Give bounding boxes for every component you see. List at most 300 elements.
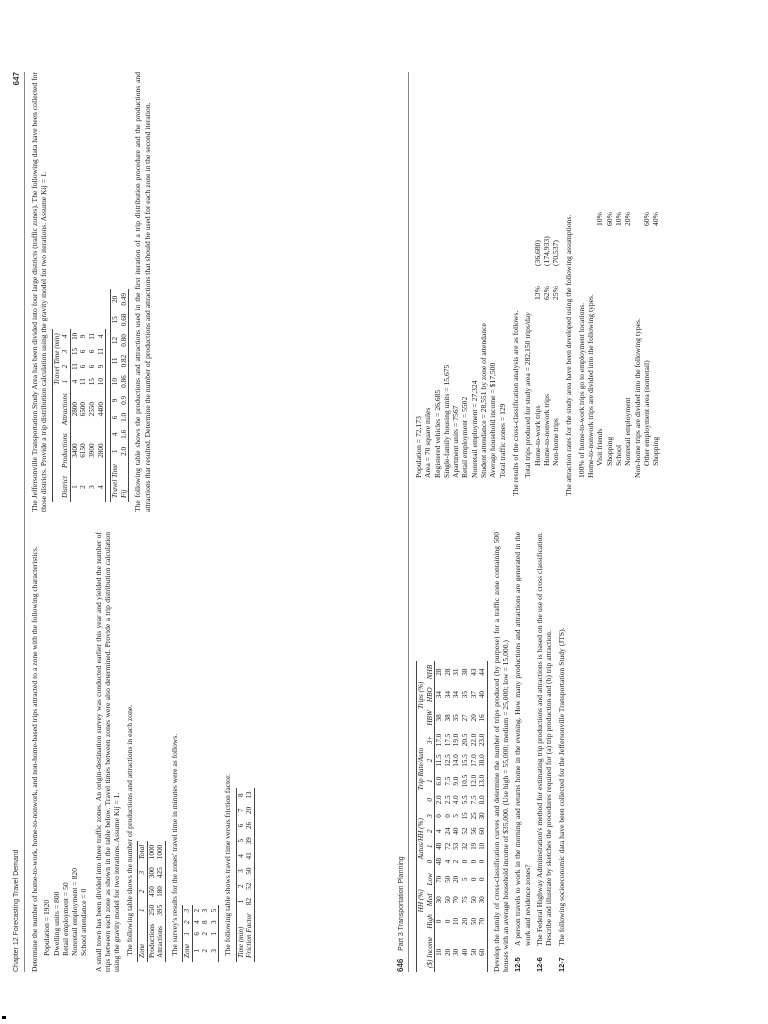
table-cell: 7.5	[469, 795, 478, 805]
table-row	[452, 661, 461, 972]
table-header: 3	[183, 908, 192, 913]
friction-factor-table	[236, 788, 255, 962]
table-header: Low	[425, 873, 434, 886]
table-cell: 60	[478, 827, 487, 835]
table-row	[210, 905, 219, 962]
table-cell: 0.86	[119, 375, 128, 388]
intro-paragraph: Determine the number of home-to-work, home-to-nonwork, and non-home-based trips attracted to a zone with the following characteristics.	[30, 546, 39, 972]
table-cell: 0	[469, 859, 478, 864]
table-cell: 6	[236, 823, 245, 828]
table-cell: 2800	[96, 443, 105, 458]
table-cell: 28	[435, 668, 444, 676]
table-cell: 425	[156, 867, 165, 879]
attraction-intro: The attraction rates for the study area have been developed using the following assumptions.	[564, 214, 574, 496]
problem-12-6	[535, 532, 554, 972]
table-cell: 38	[460, 668, 469, 676]
table-header-row	[426, 661, 435, 972]
table-cell: 250	[147, 904, 156, 916]
table-row	[111, 289, 120, 502]
results-label: Home-to-nonwork trips	[541, 394, 551, 466]
table-cell: 50	[469, 917, 478, 926]
book-page-646	[384, 0, 768, 1024]
type-label: Nonretail employment	[623, 397, 633, 466]
table-cell: 6	[87, 349, 96, 354]
type-row	[614, 166, 623, 466]
zone-char: Nonretail employment = 820	[70, 867, 80, 956]
table-cell: 9	[96, 364, 105, 369]
table-cell: 22.0	[469, 733, 478, 747]
running-head-title: Chapter 12 Forecasting Travel Demand	[13, 849, 20, 972]
table-cell: 1	[209, 932, 218, 936]
table-header: Zone	[137, 943, 146, 958]
problem-text: A person travels to work in the morning and returns home in the evening. How many productions and attractions are generated in the work and residence zones?	[513, 532, 532, 946]
table-cell: 12.0	[469, 774, 478, 788]
table-row	[192, 905, 201, 962]
district-table	[52, 329, 107, 502]
type-row	[651, 166, 660, 466]
problem-12-7	[557, 532, 566, 972]
table-cell: 48	[435, 842, 444, 850]
table-row	[201, 905, 210, 962]
table-cell: 44	[478, 668, 487, 676]
table-cell: 9	[79, 334, 88, 339]
table-cell: 13	[245, 791, 254, 799]
type-label: Shopping	[651, 436, 661, 466]
table-header: 1	[61, 379, 70, 384]
table-header: 2	[425, 758, 434, 763]
table-cell: 0.49	[119, 293, 128, 306]
table-cell: 35	[460, 691, 469, 699]
table-header: Med	[425, 893, 434, 907]
table-cell: 10	[452, 917, 461, 926]
jtps-paragraph: The Jeffersonville Transportation Study Area has been divided into four large districts (traffic zones). The following data have been collected for those districts. Provide a trip distribution calculation using the gravity model for two iterations. Assume Kij = 1.	[30, 72, 49, 512]
table-cell: 50	[443, 875, 452, 883]
table-row	[245, 788, 254, 962]
ff-intro: The following table shows travel time versus friction factor.	[223, 774, 233, 956]
pa-intro: The following table shows the number of productions and attractions in each zone.	[124, 704, 134, 956]
table-cell: 4	[70, 379, 79, 384]
table-cell: 2	[79, 485, 88, 489]
table-cell: 11	[79, 378, 88, 386]
table-cell: 0	[435, 814, 444, 818]
jts-data-item: Area = 70 square miles	[423, 407, 433, 478]
table-cell: 2	[236, 884, 245, 889]
table-cell: 52	[245, 882, 254, 890]
jts-data-item: Total traffic zones = 129	[497, 403, 507, 478]
table-cell: 6150	[79, 443, 88, 458]
table-cell: 17.5	[443, 733, 452, 747]
table-cell: 30	[478, 896, 487, 904]
table-header: Attractions	[61, 393, 70, 426]
table-header: NHB	[425, 664, 434, 680]
scan-edge-mark	[2, 1016, 6, 1019]
table-cell: 2	[201, 932, 210, 936]
table-cell: 0	[469, 877, 478, 882]
right-column-b	[414, 72, 754, 512]
table-cell: 3	[209, 949, 218, 953]
table-header: 1	[425, 844, 434, 849]
results-label: Home-to-work trips	[532, 405, 542, 466]
table-cell: 19	[469, 842, 478, 850]
table-cell: 6	[192, 932, 201, 936]
table-cell: 1000	[147, 844, 156, 860]
table-cell: 20	[452, 875, 461, 883]
jts-data-item: Student attendance = 28,551 by zone of attendance	[479, 323, 489, 478]
table-cell: 12.5	[443, 754, 452, 767]
type-row	[642, 166, 651, 466]
table-cell: 0.68	[119, 313, 128, 327]
table-cell: 0	[478, 877, 487, 882]
table-header: High	[425, 914, 434, 929]
table-cell: 8	[236, 793, 245, 797]
table-cell: 20	[111, 295, 120, 303]
table-row	[470, 661, 479, 972]
results-row	[542, 206, 551, 466]
table-cell: 1	[70, 485, 79, 489]
table-header: 3	[425, 814, 434, 818]
table-cell: 40	[478, 691, 487, 699]
table-cell: 23.0	[478, 733, 487, 747]
results-label: Non-home trips	[551, 418, 561, 466]
table-cell: 50	[443, 896, 452, 904]
table-cell: 0	[435, 919, 444, 924]
results-rows	[533, 72, 561, 478]
assumption: Non-home trips are divided into the following types.	[632, 318, 642, 478]
table-cell: 12	[111, 336, 120, 345]
table-row	[478, 661, 487, 972]
table-header: Trips (%)	[417, 681, 425, 709]
table-header: 2	[183, 920, 192, 925]
table-cell: 7	[236, 808, 245, 813]
table-cell: 2800	[70, 402, 79, 417]
table-cell: 15	[70, 347, 79, 356]
small-town-paragraph: A small town has been divided into three traffic zones. An origin-destination survey was conducted earlier this year and yielded the number of trips between each zone as shown in the table below. Travel times between zones were also determined. Provide a trip distribution calculation using the gravity model for two iterations. Assume Kij = 1.	[93, 532, 122, 972]
table-header: Zone	[183, 943, 192, 958]
table-cell: 6500	[79, 402, 88, 417]
table-cell: 6	[79, 349, 88, 354]
assumption: 100% of home-to-work trips go to employment locations.	[576, 302, 586, 478]
table-cell: 2	[452, 859, 461, 864]
table-cell: 7.5	[443, 776, 452, 786]
table-cell: 5.5	[460, 795, 469, 805]
table-cell: 40	[460, 948, 469, 956]
table-cell: 39	[245, 837, 254, 845]
table-cell: 10.5	[460, 774, 469, 788]
table-row	[444, 661, 453, 972]
table-cell: 180	[156, 886, 165, 897]
table-header: Fij	[119, 489, 128, 498]
income-table-body	[435, 661, 488, 972]
table-cell: 11	[87, 332, 96, 340]
table-row	[435, 661, 444, 972]
table-cell: 20	[443, 948, 452, 956]
table-cell: 2.0	[119, 446, 128, 456]
table-cell: 5	[460, 877, 469, 882]
table-header: District	[61, 476, 70, 498]
table-header: HBO	[425, 687, 434, 703]
table-cell: 0.82	[119, 354, 128, 368]
table-cell: 1.6	[119, 429, 128, 439]
table-cell: 3	[201, 908, 210, 913]
table-cell: 37	[469, 691, 478, 699]
table-cell: 5	[209, 908, 218, 913]
table-cell: 14.0	[452, 754, 461, 767]
type-pct: 20%	[623, 212, 633, 226]
table-header: 0	[425, 798, 434, 802]
table-cell: 2	[192, 908, 201, 913]
table-header: 3	[137, 870, 146, 875]
table-cell: 4	[111, 432, 120, 437]
table-cell: 1000	[156, 844, 165, 860]
type-label: Other employment area (nonretail)	[641, 360, 651, 466]
table-header: Productions	[61, 433, 70, 469]
table-cell: 32	[460, 842, 469, 850]
table-cell: 6	[79, 364, 88, 369]
table-cell: 72	[443, 842, 452, 850]
table-cell: 4.0	[452, 795, 461, 805]
table-cell: 2	[201, 949, 210, 953]
table-cell: 15	[87, 378, 96, 386]
problem-number: 12-6	[534, 957, 544, 972]
table-cell: 4	[236, 854, 245, 858]
table-cell: 0	[478, 859, 487, 864]
tt-intro: The survey's results for the zones' travel time in minutes were as follows.	[169, 733, 179, 956]
table-cell: 3	[209, 920, 218, 925]
table-cell: 50	[469, 896, 478, 904]
assumptions	[577, 72, 661, 512]
table-header: HH (%)	[417, 889, 425, 913]
table-header: 3	[61, 349, 70, 354]
productions-attractions-table	[137, 841, 166, 962]
travel-time-table	[182, 905, 219, 962]
table-cell: 38	[435, 714, 444, 722]
zone-char: Retail employment = 50	[60, 882, 70, 956]
results-total: Total trips produced for study area = 282,150 trips/day	[523, 312, 533, 478]
table-cell: 15.5	[460, 754, 469, 767]
table-cell: 4	[192, 920, 201, 925]
problem-number: 12-7	[556, 957, 566, 972]
table-cell: 28	[443, 668, 452, 676]
table-cell: 35	[452, 714, 461, 722]
jts-data-item: Single-family housing units = 15,675	[441, 364, 451, 478]
type-pct: 60%	[604, 212, 614, 226]
results-block	[523, 72, 560, 512]
table-cell: 3900	[87, 443, 96, 458]
left-column-a	[30, 532, 370, 972]
jts-data-list	[414, 72, 507, 512]
assumption: Home-to-nonwork trips are divided into the following types.	[586, 294, 596, 478]
develop-paragraph: Develop the family of cross-classification curves and determine the number of trips produced (by purpose) for a traffic zone containing 500 houses with an average household income of $35,000. (Use high = 55,000; medium = 25,000; low = 15,000.)	[491, 532, 511, 972]
closing-paragraph: The following table shows the productions and attractions used in the first iteration of a trip distribution procedure and the productions and attractions that resulted. Determine the number of productions and attractions that should be used for each zone in the second iteration.	[133, 72, 152, 512]
type-label: Visit friends	[595, 428, 605, 466]
table-cell: 4	[435, 829, 444, 833]
table-cell: 300	[147, 867, 156, 879]
page-number: 646	[396, 958, 405, 972]
type-pct: 40%	[651, 212, 661, 226]
table-row	[70, 329, 79, 502]
table-cell: 41	[245, 852, 254, 860]
table-cell: 27	[460, 714, 469, 722]
type-label: Shopping	[604, 436, 614, 466]
table-cell: 5	[236, 838, 245, 843]
results-pct: 62%	[541, 286, 551, 300]
problem-12-5	[513, 532, 532, 972]
table-cell: 70	[452, 896, 461, 904]
table-cell: 2.5	[443, 795, 452, 805]
table-cell: 20	[460, 917, 469, 926]
table-cell: 19.0	[452, 733, 461, 747]
table-cell: 6	[87, 364, 96, 369]
table-cell: 0	[443, 814, 452, 818]
table-header: Autos/HH (%)	[417, 818, 425, 860]
jts-data-item: Registered vehicles = 26,685	[432, 389, 442, 478]
table-cell: 11	[70, 363, 79, 371]
table-header: Trip Rate/Auto	[417, 747, 425, 791]
table-header: HBW	[425, 710, 434, 726]
table-header: 2	[425, 829, 434, 833]
table-header: Time (min)	[236, 926, 245, 958]
table-cell: 10	[111, 378, 120, 386]
table-row	[97, 329, 106, 502]
table-cell: 1	[236, 899, 245, 904]
table-header: Friction Factor	[245, 913, 254, 958]
type-label: School	[613, 444, 623, 466]
table-cell: 52	[460, 827, 469, 835]
results-row	[551, 206, 560, 466]
table-cell: 10	[435, 948, 444, 956]
table-header: Travel Time	[111, 463, 120, 498]
results-value: (36,680)	[532, 240, 542, 266]
table-cell: 3	[236, 869, 245, 873]
type-pct: 10%	[595, 212, 605, 226]
table-cell: 43	[469, 668, 478, 676]
type-pct: 10%	[613, 212, 623, 226]
table-row	[147, 841, 156, 962]
table-cell: 6	[111, 415, 120, 420]
page-number: 647	[12, 72, 21, 86]
table-cell: 4	[443, 859, 452, 864]
table-cell: 11	[96, 348, 105, 355]
table-cell: 3	[87, 485, 96, 489]
table-cell: 13.0	[478, 774, 487, 788]
nonwork-types	[595, 166, 632, 478]
table-cell: 20	[469, 714, 478, 722]
table-cell: Productions	[147, 923, 156, 958]
problem-number: 12-5	[513, 957, 523, 972]
table-cell: 20.5	[460, 733, 469, 747]
table-cell: 38	[443, 714, 452, 722]
table-row	[88, 329, 97, 502]
table-cell: 16	[478, 714, 487, 722]
table-header: 1	[425, 779, 434, 783]
table-cell: 53	[452, 842, 461, 850]
table-cell: 6.0	[435, 776, 444, 786]
table-cell: 20	[245, 806, 254, 814]
table-cell: 34	[452, 691, 461, 699]
table-cell: 2550	[87, 402, 96, 417]
table-cell: 4	[96, 485, 105, 489]
table-cell: 8.0	[478, 795, 487, 805]
table-cell: 30	[452, 948, 461, 956]
table-header: ($) Income	[425, 936, 434, 968]
table-row	[236, 788, 245, 962]
table-row	[120, 289, 129, 502]
table-cell: 4	[96, 334, 105, 339]
table-cell: 50	[469, 948, 478, 956]
table-cell: 18.0	[478, 754, 487, 767]
table-cell: 34	[443, 691, 452, 699]
jts-data-item: Average household income = $17,500	[488, 362, 498, 478]
table-cell: 30	[435, 896, 444, 904]
zone-char: Dwelling units = 800	[51, 891, 61, 956]
table-cell: 56	[469, 827, 478, 835]
table-header: 1	[183, 932, 192, 936]
table-cell: 0	[460, 859, 469, 864]
table-cell: 10	[70, 332, 79, 340]
results-intro: The results of the cross-classification analysis are as follows.	[510, 310, 520, 496]
table-cell: 25	[469, 812, 478, 820]
table-cell: 34	[435, 691, 444, 699]
results-value: (174,933)	[541, 236, 551, 266]
table-cell: 48	[435, 857, 444, 866]
table-cell: 26	[245, 821, 254, 830]
jts-data-item: Retail employment = 5502	[460, 396, 470, 478]
table-header: 2	[61, 364, 70, 369]
table-cell: 75	[460, 896, 469, 904]
running-head	[10, 72, 25, 972]
table-cell: 450	[147, 886, 156, 897]
running-head	[394, 72, 409, 972]
jts-data-item: Apartment units = 7567	[451, 405, 461, 478]
table-cell: 30	[478, 812, 487, 820]
table-cell: 17.0	[469, 754, 478, 767]
table-header: Total	[137, 844, 146, 860]
table-cell: 50	[245, 867, 254, 875]
table-header: Travel Time (min)	[52, 333, 61, 385]
table-cell: 10	[96, 378, 105, 386]
table-header: 3+	[425, 735, 434, 745]
table-cell: 8	[201, 920, 210, 925]
table-cell: 60	[478, 948, 487, 956]
type-pct: 60%	[641, 212, 651, 226]
table-cell: 1	[192, 949, 201, 953]
table-header: 1	[137, 908, 146, 913]
income-table	[416, 661, 488, 972]
running-head-title: Part 3 Transportation Planning	[398, 856, 405, 951]
table-header: 0	[425, 859, 434, 864]
table-cell: 1	[111, 449, 120, 454]
table-cell: Attractions	[156, 926, 165, 958]
table-cell: 1.0	[119, 412, 128, 422]
table-cell: 40	[452, 827, 461, 835]
fij-table	[110, 289, 129, 502]
right-column-a	[414, 532, 754, 972]
results-pct: 25%	[551, 286, 561, 300]
zone-char: School attendance = 0	[79, 888, 89, 956]
table-cell: 31	[452, 668, 461, 676]
results-value: (70,537)	[551, 240, 561, 266]
problem-text: The Federal Highway Administration's method for estimating trip productions and attractions is based on the use of cross classification. Describe and illustrate by sketches the procedures required for (a) trip production and (b) trip attraction.	[534, 532, 554, 946]
table-cell: 9.0	[452, 776, 461, 786]
table-cell: 3400	[70, 443, 79, 458]
table-cell: 395	[156, 904, 165, 916]
type-row	[595, 166, 604, 466]
type-row	[623, 166, 632, 466]
table-row	[461, 661, 470, 972]
table-row	[79, 329, 88, 502]
table-cell: 0	[443, 919, 452, 924]
results-pct: 13%	[532, 286, 542, 300]
